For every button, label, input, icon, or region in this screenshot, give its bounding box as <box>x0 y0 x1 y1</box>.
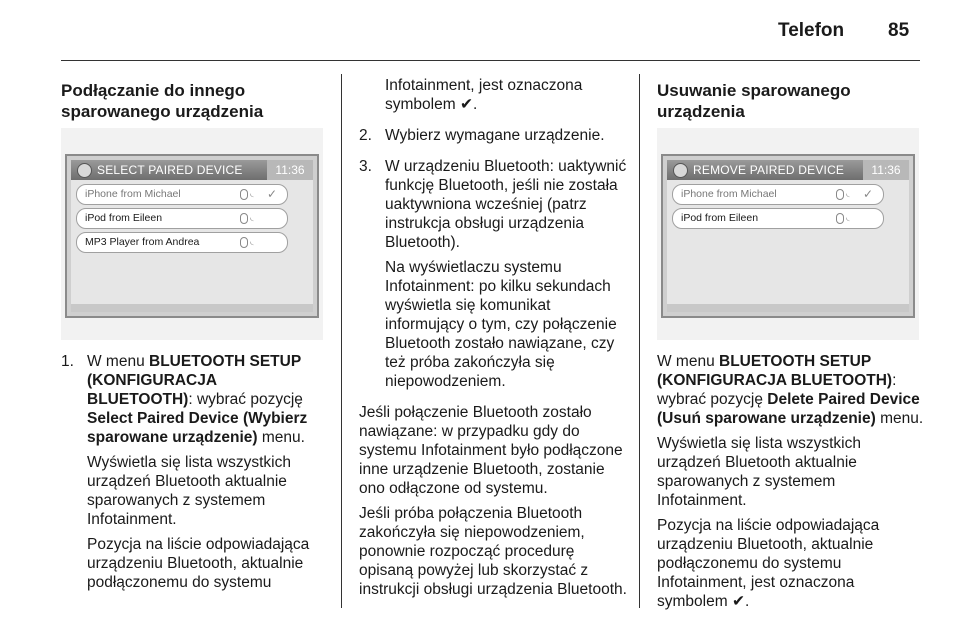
body-paragraph: W menu BLUETOOTH SETUP (KONFIGURACJA BLUETOOTH): wybrać pozycję Delete Paired Device (Usuń sparowane urządzenie) menu. <box>657 353 924 427</box>
device-screen-figure <box>61 128 323 340</box>
bluetooth-icon <box>240 237 248 248</box>
phone-icon <box>673 163 688 178</box>
device-name: iPhone from Michael <box>681 188 777 200</box>
device-list-item <box>76 208 288 229</box>
bluetooth-icon <box>240 213 248 224</box>
left-column <box>61 80 326 122</box>
clock-time: 11:36 <box>863 160 909 180</box>
middle-column <box>359 76 627 605</box>
device-name: iPod from Eileen <box>85 212 163 224</box>
right-column <box>657 80 922 122</box>
column-divider <box>341 74 342 608</box>
body-paragraph: Wyświetla się lista wszystkich urządzeń Bluetooth aktualnie sparowanych z systemem Infotainment. <box>657 435 861 509</box>
step-text: W urządzeniu Bluetooth: uaktywnić funkcję Bluetooth, jeśli nie została uaktywniona wcześniej (patrz instrukcja obsługi urządzenia Bluetooth). <box>385 158 627 251</box>
screen-bottom-bar <box>71 304 313 312</box>
device-list-item <box>76 232 288 253</box>
section-heading: Usuwanie sparowanego urządzenia <box>657 81 851 121</box>
step-number: 1. <box>61 353 74 370</box>
screen-display <box>667 160 909 312</box>
signal-icon: ◟ <box>846 212 850 222</box>
signal-icon: ◟ <box>250 188 254 198</box>
step-continuation <box>359 76 627 120</box>
device-list-item <box>672 208 884 229</box>
clock-time: 11:36 <box>267 160 313 180</box>
device-screen-figure <box>657 128 919 340</box>
screen-titlebar <box>71 160 313 180</box>
step-paragraph: Infotainment, jest oznaczona symbolem ✔. <box>385 77 583 113</box>
step-number: 3. <box>359 158 372 175</box>
left-steps <box>61 352 326 604</box>
bluetooth-icon <box>240 189 248 200</box>
screen-frame <box>661 154 915 318</box>
step-text: Wybierz wymagane urządzenie. <box>385 127 605 144</box>
signal-icon: ◟ <box>250 236 254 246</box>
step-item <box>61 352 326 598</box>
step-paragraph: Pozycja na liście odpowiadająca urządzeniu Bluetooth, aktualnie podłączonemu do systemu <box>87 536 310 591</box>
device-name: iPhone from Michael <box>85 188 181 200</box>
signal-icon: ◟ <box>250 212 254 222</box>
body-paragraph: Pozycja na liście odpowiadająca urządzeniu Bluetooth, aktualnie podłączonemu do systemu Infotainment, jest oznaczona symbolem ✔. <box>657 517 880 610</box>
column-divider <box>639 74 640 608</box>
step-item <box>359 126 627 151</box>
check-icon: ✔ <box>731 593 745 610</box>
page-number: 85 <box>888 20 910 41</box>
device-list-item <box>672 184 884 205</box>
section-heading: Podłączanie do innego sparowanego urządzenia <box>61 81 264 121</box>
step-text: W menu BLUETOOTH SETUP (KONFIGURACJA BLUETOOTH): wybrać pozycję Select Paired Device (Wybierz sparowane urządzenie) menu. <box>87 353 308 446</box>
step-paragraph: Wyświetla się lista wszystkich urządzeń Bluetooth aktualnie sparowanych z systemem Infotainment. <box>87 454 291 528</box>
step-number: 2. <box>359 127 372 144</box>
header-rule <box>61 60 920 61</box>
body-paragraph: Jeśli próba połączenia Bluetooth zakończyła się niepowodzeniem, ponownie rozpocząć procedurę opisaną powyżej lub skorzystać z instrukcji obsługi urządzenia Bluetooth. <box>359 505 627 598</box>
device-name: MP3 Player from Andrea <box>85 236 200 248</box>
screen-frame <box>65 154 319 318</box>
body-paragraph: Jeśli połączenie Bluetooth zostało nawiązane: w przypadku gdy do systemu Infotainment było podłączone inne urządzenie Bluetooth, zostanie ono odłączone od systemu. <box>359 404 623 497</box>
screen-title: REMOVE PAIRED DEVICE <box>693 163 845 177</box>
check-icon: ✔ <box>459 96 473 113</box>
bluetooth-icon <box>836 213 844 224</box>
device-list-item <box>76 184 288 205</box>
phone-icon <box>77 163 92 178</box>
screen-titlebar <box>667 160 909 180</box>
check-icon: ✓ <box>863 187 874 201</box>
step-paragraph: Na wyświetlaczu systemu Infotainment: po kilku sekundach wyświetla się komunikat informujący o tym, czy połączenie Bluetooth zostało nawiązane, czy też próba zakończyła się niepowodzeniem. <box>385 259 617 390</box>
bluetooth-icon <box>836 189 844 200</box>
screen-title: SELECT PAIRED DEVICE <box>97 163 243 177</box>
step-item <box>359 157 627 397</box>
screen-display <box>71 160 313 312</box>
running-header-title: Telefon <box>778 20 845 41</box>
screen-bottom-bar <box>667 304 909 312</box>
device-name: iPod from Eileen <box>681 212 759 224</box>
signal-icon: ◟ <box>846 188 850 198</box>
check-icon: ✓ <box>267 187 278 201</box>
right-body <box>657 352 925 617</box>
